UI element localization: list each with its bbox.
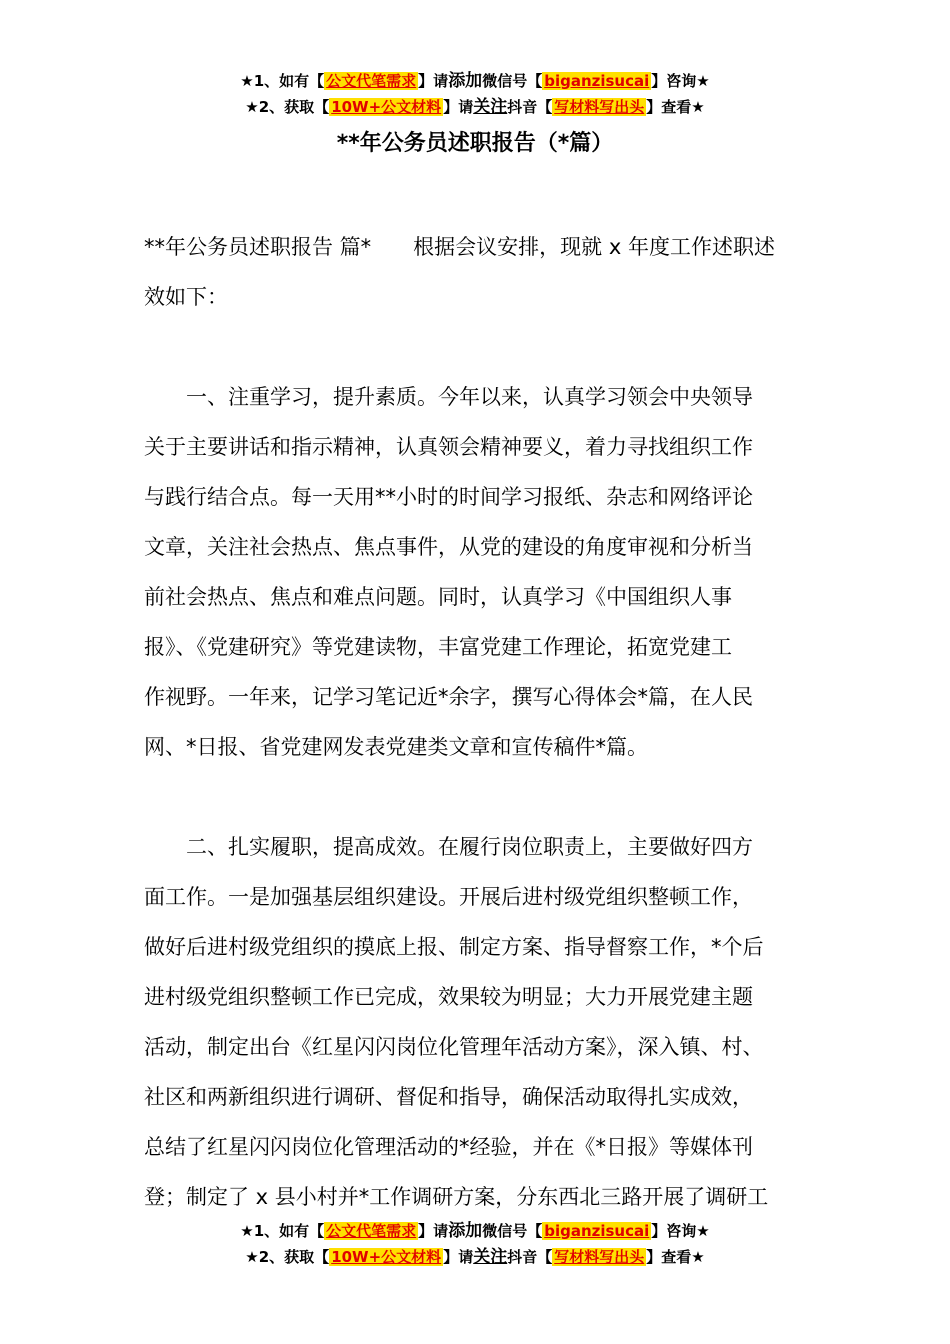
banner-text: 】请 [443,98,474,116]
banner-text: 】咨询★ [651,72,710,90]
banner-text: ★1、如有【 [240,1222,325,1240]
body-line: 文章，关注社会热点、焦点事件，从党的建设的角度审视和分析当 [144,535,753,559]
paragraph-gap [144,772,824,822]
top-banner [0,68,950,120]
banner-line-1 [0,1218,950,1244]
banner-emphasis: 关注 [473,97,508,117]
paragraph-gap [144,322,824,372]
banner-text: 抖音【 [507,1248,553,1266]
body-line: 作视野。一年来，记学习笔记近*余字，撰写心得体会*篇，在人民 [144,685,753,709]
banner-text: 微信号【 [482,1222,543,1240]
highlight-materials: 10W+公文材料 [331,98,442,116]
body-line: 做好后进村级党组织的摸底上报、制定方案、指导督察工作，*个后 [144,935,764,959]
banner-text: ★2、获取【 [245,1248,330,1266]
banner-line-2 [0,1244,950,1270]
banner-text: 】请 [418,1222,449,1240]
document-title: **年公务员述职报告（*篇） [336,131,614,156]
banner-emphasis: 添加 [448,1221,483,1241]
banner-text: 】查看★ [646,1248,705,1266]
body-line: 社区和两新组织进行调研、督促和指导，确保活动取得扎实成效， [144,1085,753,1109]
banner-line-1 [0,68,950,94]
highlight-douyin-id: 写材料写出头 [554,98,645,116]
body-line: 报》、《党建研究》等党建读物，丰富党建工作理论，拓宽党建工 [144,635,732,659]
body-line: 一、注重学习，提升素质。今年以来，认真学习领会中央领导 [144,385,753,409]
body-line: 前社会热点、焦点和难点问题。同时，认真学习《中国组织人事 [144,585,732,609]
bottom-banner [0,1218,950,1270]
banner-text: 】请 [443,1248,474,1266]
body-line: 关于主要讲话和指示精神，认真领会精神要义，着力寻找组织工作 [144,435,753,459]
body-line: **年公务员述职报告 篇* 根据会议安排，现就 x 年度工作述职述 [144,235,775,259]
highlight-materials: 10W+公文材料 [331,1248,442,1266]
highlight-wechat-id: biganzisucai [544,72,650,90]
banner-text: 】请 [418,72,449,90]
banner-text: ★1、如有【 [240,72,325,90]
highlight-service: 公文代笔需求 [326,1222,417,1240]
banner-text: ★2、获取【 [245,98,330,116]
body-line: 面工作。一是加强基层组织建设。开展后进村级党组织整顿工作， [144,885,753,909]
body-line: 登；制定了 x 县小村并*工作调研方案，分东西北三路开展了调研工 [144,1185,769,1209]
banner-text: 微信号【 [482,72,543,90]
highlight-douyin-id: 写材料写出头 [554,1248,645,1266]
body-line: 活动，制定出台《红星闪闪岗位化管理年活动方案》，深入镇、村、 [144,1035,764,1059]
highlight-wechat-id: biganzisucai [544,1222,650,1240]
banner-text: 】查看★ [646,98,705,116]
body-line: 与践行结合点。每一天用**小时的时间学习报纸、杂志和网络评论 [144,485,753,509]
banner-emphasis: 添加 [448,71,483,91]
document-body [144,222,824,1222]
body-line: 网、*日报、省党建网发表党建类文章和宣传稿件*篇。 [144,735,648,759]
body-line: 总结了红星闪闪岗位化管理活动的*经验，并在《*日报》等媒体刊 [144,1135,753,1159]
body-line: 效如下： [144,285,228,309]
banner-text: 抖音【 [507,98,553,116]
highlight-service: 公文代笔需求 [326,72,417,90]
banner-text: 】咨询★ [651,1222,710,1240]
body-line: 二、扎实履职，提高成效。在履行岗位职责上，主要做好四方 [144,835,753,859]
body-line: 进村级党组织整顿工作已完成，效果较为明显；大力开展党建主题 [144,985,753,1009]
banner-line-2 [0,94,950,120]
banner-emphasis: 关注 [473,1247,508,1267]
